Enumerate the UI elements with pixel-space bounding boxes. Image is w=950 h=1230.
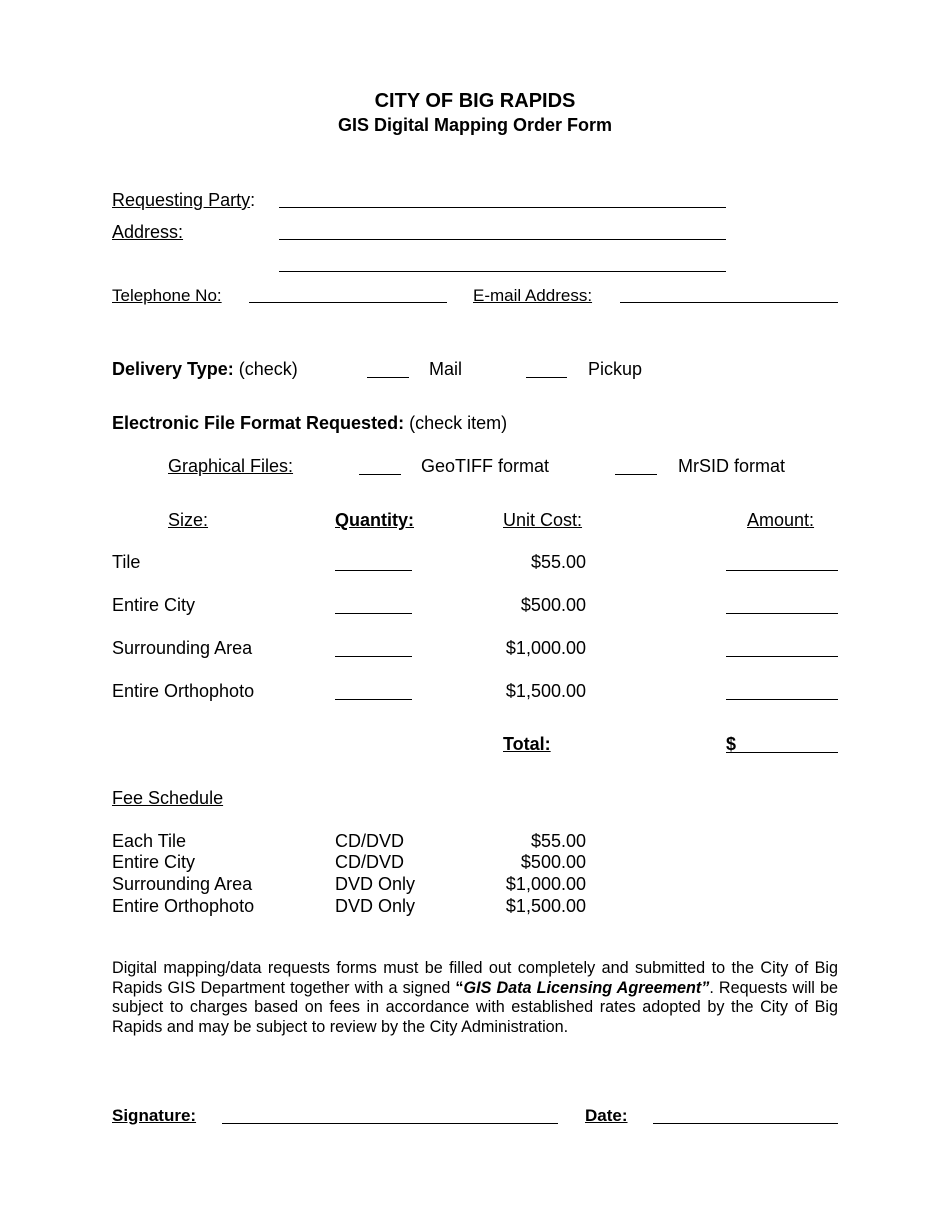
telephone-label: Telephone No: <box>112 286 222 305</box>
mrsid-checkbox[interactable] <box>615 474 657 475</box>
geotiff-option-label: GeoTIFF format <box>421 456 550 476</box>
telephone-field[interactable] <box>249 302 447 303</box>
date-field[interactable] <box>653 1123 838 1124</box>
fee-price: $55.00 <box>530 831 586 851</box>
unit-cost-header: Unit Cost: <box>503 510 583 530</box>
fee-item: Entire Orthophoto <box>112 896 255 916</box>
total-currency: $ <box>726 734 737 754</box>
size-header: Size: <box>168 510 209 530</box>
quantity-field-entire-city[interactable] <box>335 613 412 614</box>
address-field-line-2[interactable] <box>279 271 726 272</box>
order-row-size: Entire Orthophoto <box>112 681 255 701</box>
fee-price: $500.00 <box>520 852 586 872</box>
fee-price: $1,000.00 <box>505 874 586 894</box>
order-row-unit-cost: $500.00 <box>520 595 586 615</box>
quantity-field-surrounding-area[interactable] <box>335 656 412 657</box>
order-row-unit-cost: $55.00 <box>530 552 586 572</box>
amount-field-entire-city[interactable] <box>726 613 838 614</box>
order-row-unit-cost: $1,000.00 <box>505 638 586 658</box>
email-label: E-mail Address: <box>473 286 593 305</box>
mail-option-label: Mail <box>429 359 463 379</box>
total-label: Total: <box>503 734 551 754</box>
page-title: CITY OF BIG RAPIDS <box>374 90 576 112</box>
page-subtitle: GIS Digital Mapping Order Form <box>337 115 613 135</box>
order-row-size: Tile <box>112 552 141 572</box>
quantity-field-entire-orthophoto[interactable] <box>335 699 412 700</box>
fee-item: Entire City <box>112 852 196 872</box>
requesting-party-field[interactable] <box>279 207 726 208</box>
fee-media: CD/DVD <box>335 852 405 872</box>
amount-header: Amount: <box>747 510 815 530</box>
geotiff-checkbox[interactable] <box>359 474 401 475</box>
amount-field-surrounding-area[interactable] <box>726 656 838 657</box>
address-label: Address: <box>112 222 184 242</box>
graphical-files-label: Graphical Files: <box>168 456 294 476</box>
fee-price: $1,500.00 <box>505 896 586 916</box>
mrsid-option-label: MrSID format <box>678 456 786 476</box>
date-label: Date: <box>585 1106 628 1125</box>
amount-field-tile[interactable] <box>726 570 838 571</box>
signature-field[interactable] <box>222 1123 558 1124</box>
fee-item: Each Tile <box>112 831 187 851</box>
quantity-header: Quantity: <box>335 510 414 530</box>
order-row-unit-cost: $1,500.00 <box>505 681 586 701</box>
amount-field-entire-orthophoto[interactable] <box>726 699 838 700</box>
order-row-size: Surrounding Area <box>112 638 253 658</box>
address-field-line-1[interactable] <box>279 239 726 240</box>
fee-media: DVD Only <box>335 874 416 894</box>
email-field[interactable] <box>620 302 838 303</box>
fee-item: Surrounding Area <box>112 874 253 894</box>
order-row-size: Entire City <box>112 595 196 615</box>
requesting-party-label: Requesting Party: <box>112 190 256 210</box>
file-format-label: Electronic File Format Requested: (check item) <box>112 413 508 433</box>
mail-checkbox[interactable] <box>367 377 409 378</box>
delivery-type-label: Delivery Type: (check) <box>112 359 298 379</box>
total-field[interactable] <box>726 752 838 753</box>
pickup-checkbox[interactable] <box>526 377 567 378</box>
notice-paragraph: Digital mapping/data requests forms must be filled out completely and submitted to the City of Big Rapids GIS Department together with a signed “GIS Data Licensing Agreement”. Requests will be subject to charges based on fees in accordance with established rates adopted by the City of Big Rapids and may be subject to review by the City Administration. <box>112 959 838 1036</box>
quantity-field-tile[interactable] <box>335 570 412 571</box>
fee-media: CD/DVD <box>335 831 405 851</box>
fee-media: DVD Only <box>335 896 416 916</box>
signature-label: Signature: <box>112 1106 197 1125</box>
pickup-option-label: Pickup <box>588 359 643 379</box>
fee-schedule-title: Fee Schedule <box>112 788 224 808</box>
